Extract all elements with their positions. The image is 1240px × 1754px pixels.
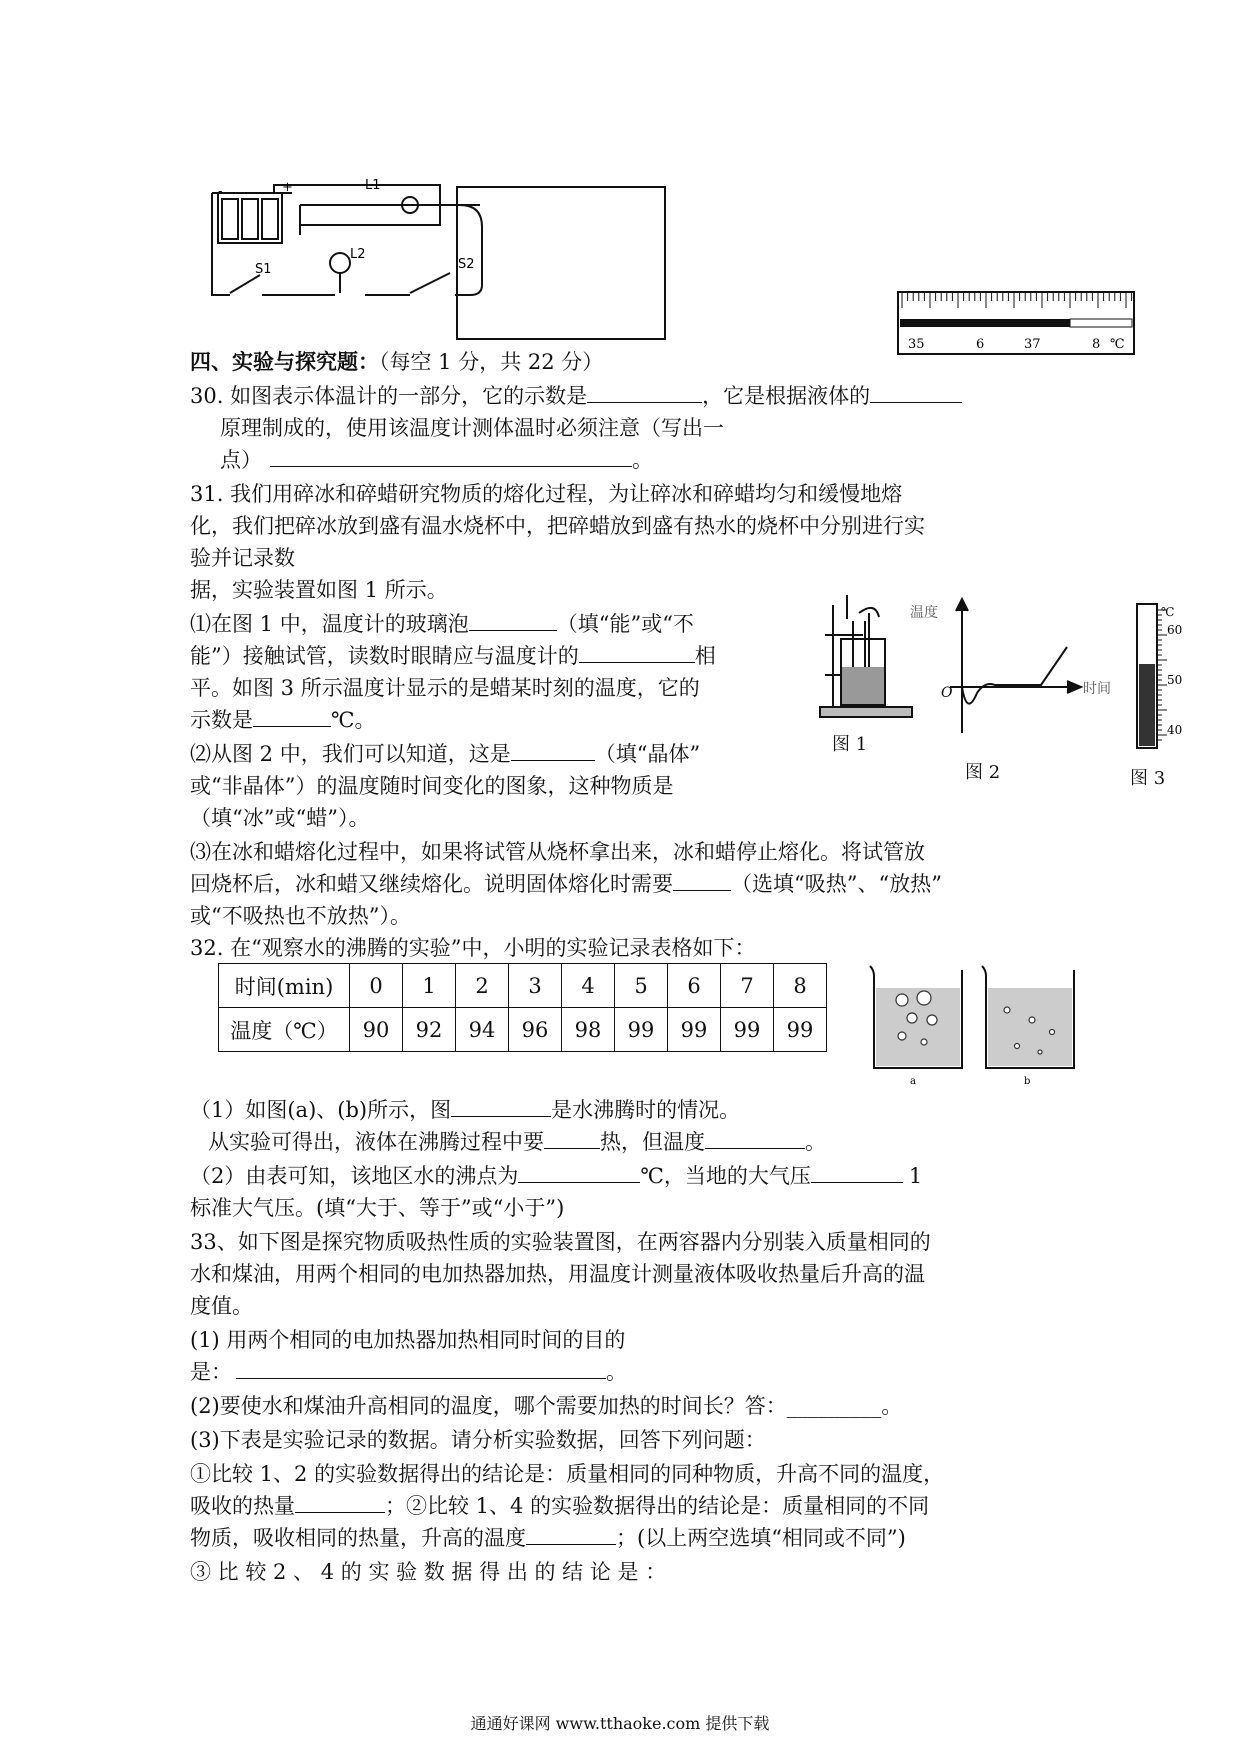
figure-3-thermometer [1135,602,1195,752]
q31-blank-temp[interactable] [253,706,331,727]
q30-line-3 [220,445,653,475]
circuit-label-s2: S2 [458,257,475,272]
q31-line-1: 31. 我们用碎冰和碎蜡研究物质的熔化过程，为让碎冰和碎蜡均匀和缓慢地熔 [190,482,903,506]
q32-text-8: 1 [908,1164,923,1188]
q31-p1-text-4: 相 [694,644,716,668]
q31-p1-text-2: （填“能”或“不 [556,612,694,636]
fig2-origin: O [941,685,953,701]
section-note: （每空 1 分，共 22 分） [379,350,604,374]
q30-text-3: 点） [220,448,262,472]
beaker-figures [862,960,1112,1090]
section-heading: 四、实验与探究题： [190,349,379,374]
table-cell: 6 [668,964,721,1008]
q33-line-1: 33、如下图是探究物质吸热性质的实验装置图，在两容器内分别装入质量相同的 [190,1230,931,1254]
circuit-label-s1: S1 [255,262,272,277]
q33-p6 [190,1523,906,1553]
circuit-label-l1: L1 [365,178,381,193]
q30-blank-note[interactable] [270,446,632,467]
q33-text-2: 。 [606,1360,627,1384]
table-cell: 0 [350,964,403,1008]
q30-text-4: 。 [632,448,653,472]
circuit-label-l2: L2 [350,247,366,262]
q32-answer-2 [208,1127,826,1157]
table-cell: 96 [509,1008,562,1052]
q31-p3-line-1: ⑶在冰和蜡熔化过程中，如果将试管从烧杯拿出来，冰和蜡停止熔化。将试管放 [190,840,925,864]
q31-p3-text-2: （选填“吸热”、“放热” [731,872,942,896]
q33-p4: ①比较 1、2 的实验数据得出的结论是：质量相同的同种物质，升高不同的温度， [190,1462,945,1486]
table-cell: 99 [615,1008,668,1052]
table-cell: 99 [668,1008,721,1052]
q33-p2 [190,1391,902,1421]
q33-line-2: 水和煤油，用两个相同的电加热器加热，用温度计测量液体吸收热量后升高的温 [190,1262,925,1286]
q33-blank-rise[interactable] [526,1524,616,1545]
thermo-unit: ℃ [1110,337,1125,352]
q31-p2-text-2: （填“晶体” [594,742,701,766]
q31-line-4: 据，实验装置如图 1 所示。 [190,578,448,602]
q32-text-2: 是水沸腾时的情况。 [551,1098,741,1122]
thermo-tick-37: 37 [1024,337,1041,352]
table-cell: 8 [774,964,827,1008]
q32-intro: 32. 在“观察水的沸腾的实验”中，小明的实验记录表格如下： [190,936,756,960]
q32-blank-boiling-point[interactable] [518,1162,640,1183]
q31-p2-text: ⑵从图 2 中，我们可以知道，这是 [190,742,511,766]
q31-p2-line-1 [190,739,700,769]
q32-answer-4: 标准大气压。(填“大于、等于”或“小于”) [190,1196,565,1220]
fig3-tick-40: 40 [1167,723,1183,737]
q30-blank-principle[interactable] [870,382,962,403]
table-cell: 99 [721,1008,774,1052]
figure-2-caption: 图 2 [965,762,1001,783]
figure-2-graph [905,595,1111,745]
page-footer: 通通好课网 www.tthaoke.com 提供下载 [470,1714,770,1733]
table-header-time: 时间(min) [219,964,350,1008]
table-cell: 2 [456,964,509,1008]
q31-p1-line-4 [190,705,376,735]
q30-blank-reading[interactable] [587,382,702,403]
q32-text: （1）如图(a)、(b)所示，图 [190,1098,452,1122]
table-cell: 7 [721,964,774,1008]
table-cell: 94 [456,1008,509,1052]
table-cell: 99 [774,1008,827,1052]
q32-text-6: （2）由表可知，该地区水的沸点为 [190,1164,519,1188]
thermometer-strip [896,290,1136,356]
q33-text-3: (2)要使水和煤油升高相同的温度，哪个需要加热的时间长？答： [190,1394,787,1418]
q33-text-7: ；(以上两空选填“相同或不同”) [616,1526,906,1550]
q31-p1-text-5: 示数是 [190,708,253,732]
thermo-tick-35: 35 [908,337,925,352]
q32-blank-temp[interactable] [705,1128,805,1149]
q32-text-4: 热，但温度 [600,1130,705,1154]
table-cell: 5 [615,964,668,1008]
table-cell: 98 [562,1008,615,1052]
circuit-label-plus: + [282,180,293,195]
q31-p1-line-3: 平。如图 3 所示温度计显示的是蜡某时刻的温度，它的 [190,676,700,700]
q30-text: 30. 如图表示体温计的一部分，它的示数是 [190,384,588,408]
q31-p3-text: 回烧杯后，冰和蜡又继续熔化。说明固体熔化时需要 [190,872,673,896]
q33-p3: (3)下表是实验记录的数据。请分析实验数据，回答下列问题： [190,1428,766,1452]
q32-blank-figure[interactable] [451,1096,551,1117]
q31-line-2: 化，我们把碎冰放到盛有温水烧杯中，把碎蜡放到盛有热水的烧杯中分别进行实 [190,514,925,538]
q33-text-4: 吸收的热量 [190,1494,295,1518]
q31-p1-line-2 [190,641,716,671]
boiling-data-table [218,963,827,1052]
q31-blank-heat[interactable] [673,870,731,891]
section-title [190,347,603,377]
q33-text-6: 物质，吸收相同的热量，升高的温度 [190,1526,526,1550]
circuit-label-minus: - [218,184,223,199]
fig2-x-label: 时间 [1083,681,1111,697]
table-row [219,964,827,1008]
q31-p1-line-1 [190,609,694,639]
beaker-a-label: a [910,1076,916,1087]
q33-text: 是： [190,1360,232,1384]
q31-p2-line-2: 或“非晶体”）的温度随时间变化的图象，这种物质是 [190,774,674,798]
q32-text-3: 从实验可得出，液体在沸腾过程中要 [208,1130,544,1154]
q33-blank-heat[interactable] [295,1492,385,1513]
table-cell: 4 [562,964,615,1008]
q32-blank-absorb[interactable] [544,1128,600,1149]
q31-blank-eye[interactable] [579,642,695,663]
q31-p3-line-3: 或“不吸热也不放热”）。 [190,904,411,928]
q31-p1-text-3: 能”）接触试管，读数时眼睛应与温度计的 [190,644,579,668]
q31-p3-line-2 [190,869,942,899]
q31-line-3: 验并记录数 [190,546,295,570]
q33-p1: (1) 用两个相同的电加热器加热相同时间的目的 [190,1328,626,1352]
table-cell: 92 [403,1008,456,1052]
q33-p5 [190,1491,929,1521]
fig2-y-label: 温度 [910,605,938,621]
q32-answer-1 [190,1095,740,1125]
q33-p1-answer [190,1357,627,1387]
q33-line-3: 度值。 [190,1294,253,1318]
q30-line-1 [190,381,962,411]
table-cell: 1 [403,964,456,1008]
q31-p1-text-6: ℃。 [331,708,376,732]
q31-p1-text: ⑴在图 1 中，温度计的玻璃泡 [190,612,469,636]
beaker-b-label: b [1024,1076,1031,1087]
thermo-tick-8: 8 [1092,337,1101,352]
figure-1-caption: 图 1 [832,734,868,755]
table-header-temp: 温度（℃） [219,1008,350,1052]
circuit-diagram [200,175,760,345]
table-cell: 3 [509,964,562,1008]
q32-answer-3 [190,1161,922,1191]
fig3-tick-60: 60 [1167,623,1183,637]
q32-text-5: 。 [805,1130,826,1154]
q31-p2-line-3: （填“冰”或“蜡”）。 [190,806,370,830]
figure-3-caption: 图 3 [1130,768,1166,789]
q32-blank-pressure[interactable] [811,1162,903,1183]
q33-blank-purpose[interactable] [236,1358,606,1379]
table-row [219,1008,827,1052]
fig3-unit: ℃ [1161,605,1175,619]
q30-line-2: 原理制成的，使用该温度计测体温时必须注意（写出一 [220,416,724,440]
thermo-tick-6: 6 [976,337,985,352]
fig3-tick-50: 50 [1167,673,1183,687]
q32-text-7: ℃，当地的大气压 [640,1164,811,1188]
q31-blank-bulb[interactable] [469,610,557,631]
q33-blank-longer[interactable]: _________。 [786,1394,903,1418]
q33-p7: ③ 比 较 2 、 4 的 实 验 数 据 得 出 的 结 论 是 ： [190,1560,667,1584]
table-cell: 90 [350,1008,403,1052]
q30-text-2: ，它是根据液体的 [702,384,871,408]
q33-text-5: ；②比较 1、4 的实验数据得出的结论是：质量相同的不同 [385,1494,930,1518]
q31-blank-crystal[interactable] [511,740,595,761]
